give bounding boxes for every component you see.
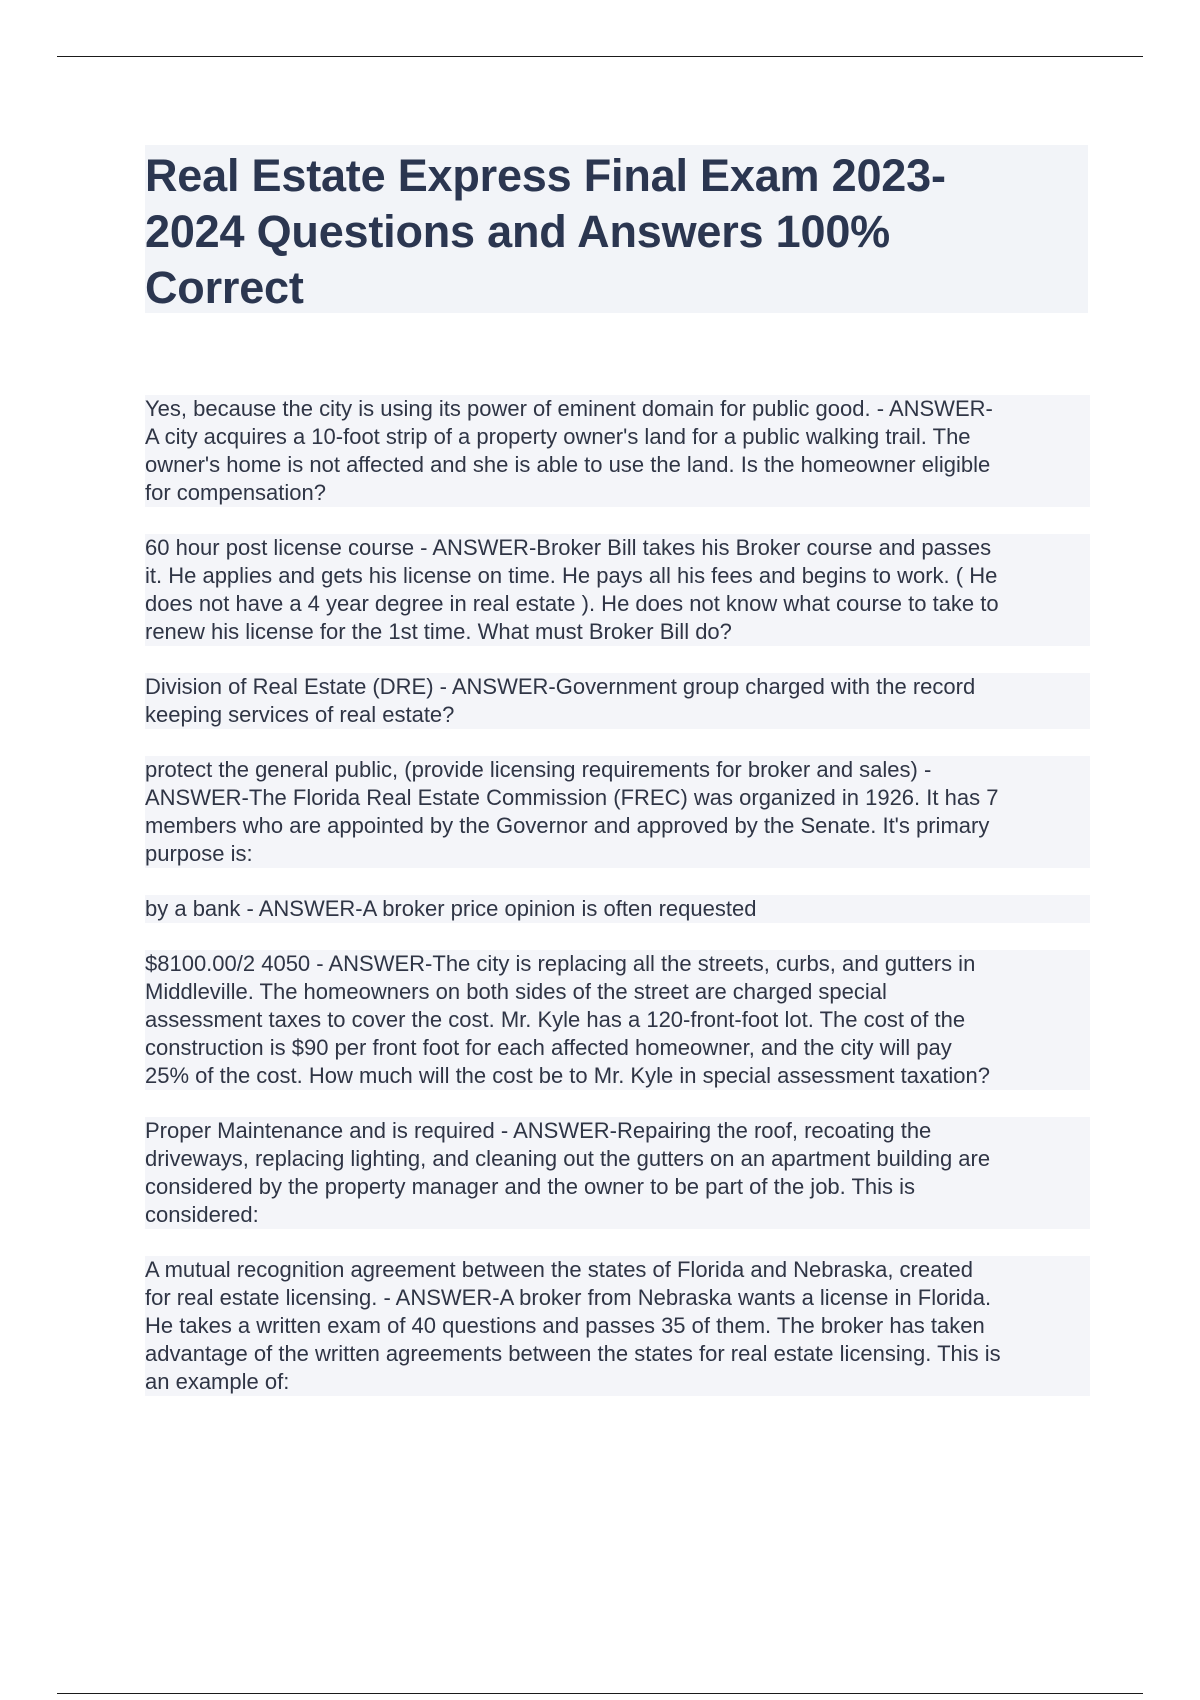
qa-entry-line: purpose is: bbox=[145, 840, 1090, 868]
qa-entry bbox=[145, 756, 1090, 868]
top-rule bbox=[57, 56, 1143, 57]
qa-entry bbox=[145, 950, 1090, 1090]
page-title-line: Real Estate Express Final Exam 2023- bbox=[145, 150, 946, 201]
qa-entry-line: assessment taxes to cover the cost. Mr. Kyle has a 120-front-foot lot. The cost of the bbox=[145, 1006, 1090, 1034]
page-title-line: 2024 Questions and Answers 100% bbox=[145, 206, 890, 257]
qa-entry bbox=[145, 1117, 1090, 1229]
qa-entry-line: an example of: bbox=[145, 1368, 1090, 1396]
qa-entry-line: A mutual recognition agreement between the states of Florida and Nebraska, created bbox=[145, 1256, 1090, 1284]
qa-entry-line: A city acquires a 10-foot strip of a property owner's land for a public walking trail. The bbox=[145, 423, 1090, 451]
qa-entry-line: members who are appointed by the Governor and approved by the Senate. It's primary bbox=[145, 812, 1090, 840]
qa-entry-line: 60 hour post license course - ANSWER-Broker Bill takes his Broker course and passes bbox=[145, 534, 1090, 562]
qa-entry bbox=[145, 895, 1090, 923]
qa-entry-line: Middleville. The homeowners on both sides of the street are charged special bbox=[145, 978, 1090, 1006]
qa-entry-line: construction is $90 per front foot for each affected homeowner, and the city will pay bbox=[145, 1034, 1090, 1062]
qa-entry-line: does not have a 4 year degree in real estate ). He does not know what course to take to bbox=[145, 590, 1090, 618]
qa-entry-line: it. He applies and gets his license on time. He pays all his fees and begins to work. ( He bbox=[145, 562, 1090, 590]
qa-entry-line: considered by the property manager and the owner to be part of the job. This is bbox=[145, 1173, 1090, 1201]
qa-entry-line: considered: bbox=[145, 1201, 1090, 1229]
qa-entry-line: He takes a written exam of 40 questions and passes 35 of them. The broker has taken bbox=[145, 1312, 1090, 1340]
qa-entry-line: Proper Maintenance and is required - ANSWER-Repairing the roof, recoating the bbox=[145, 1117, 1090, 1145]
bottom-rule bbox=[57, 1693, 1143, 1694]
qa-entry-line: owner's home is not affected and she is able to use the land. Is the homeowner eligible bbox=[145, 451, 1090, 479]
qa-entry-line: 25% of the cost. How much will the cost be to Mr. Kyle in special assessment taxation? bbox=[145, 1062, 1090, 1090]
qa-entry bbox=[145, 534, 1090, 646]
qa-entry-line: for compensation? bbox=[145, 479, 1090, 507]
page-title-line: Correct bbox=[145, 262, 304, 313]
qa-entry-line: renew his license for the 1st time. What must Broker Bill do? bbox=[145, 618, 1090, 646]
qa-entry-line: Yes, because the city is using its power of eminent domain for public good. - ANSWER- bbox=[145, 395, 1090, 423]
qa-entry bbox=[145, 1256, 1090, 1396]
qa-entry-line: ANSWER-The Florida Real Estate Commission (FREC) was organized in 1926. It has 7 bbox=[145, 784, 1090, 812]
qa-entry bbox=[145, 395, 1090, 507]
qa-entry bbox=[145, 673, 1090, 729]
qa-entry-line: for real estate licensing. - ANSWER-A broker from Nebraska wants a license in Florida. bbox=[145, 1284, 1090, 1312]
title-block bbox=[145, 145, 1088, 313]
qa-entry-line: protect the general public, (provide licensing requirements for broker and sales) - bbox=[145, 756, 1090, 784]
qa-entry-line: driveways, replacing lighting, and cleaning out the gutters on an apartment building are bbox=[145, 1145, 1090, 1173]
qa-entry-line: advantage of the written agreements between the states for real estate licensing. This is bbox=[145, 1340, 1090, 1368]
qa-entry-line: $8100.00/2 4050 - ANSWER-The city is replacing all the streets, curbs, and gutters in bbox=[145, 950, 1090, 978]
qa-list bbox=[145, 395, 1090, 1423]
qa-entry-line: Division of Real Estate (DRE) - ANSWER-Government group charged with the record bbox=[145, 673, 1090, 701]
qa-entry-line: by a bank - ANSWER-A broker price opinion is often requested bbox=[145, 895, 1090, 923]
page-title bbox=[145, 148, 1088, 316]
qa-entry-line: keeping services of real estate? bbox=[145, 701, 1090, 729]
